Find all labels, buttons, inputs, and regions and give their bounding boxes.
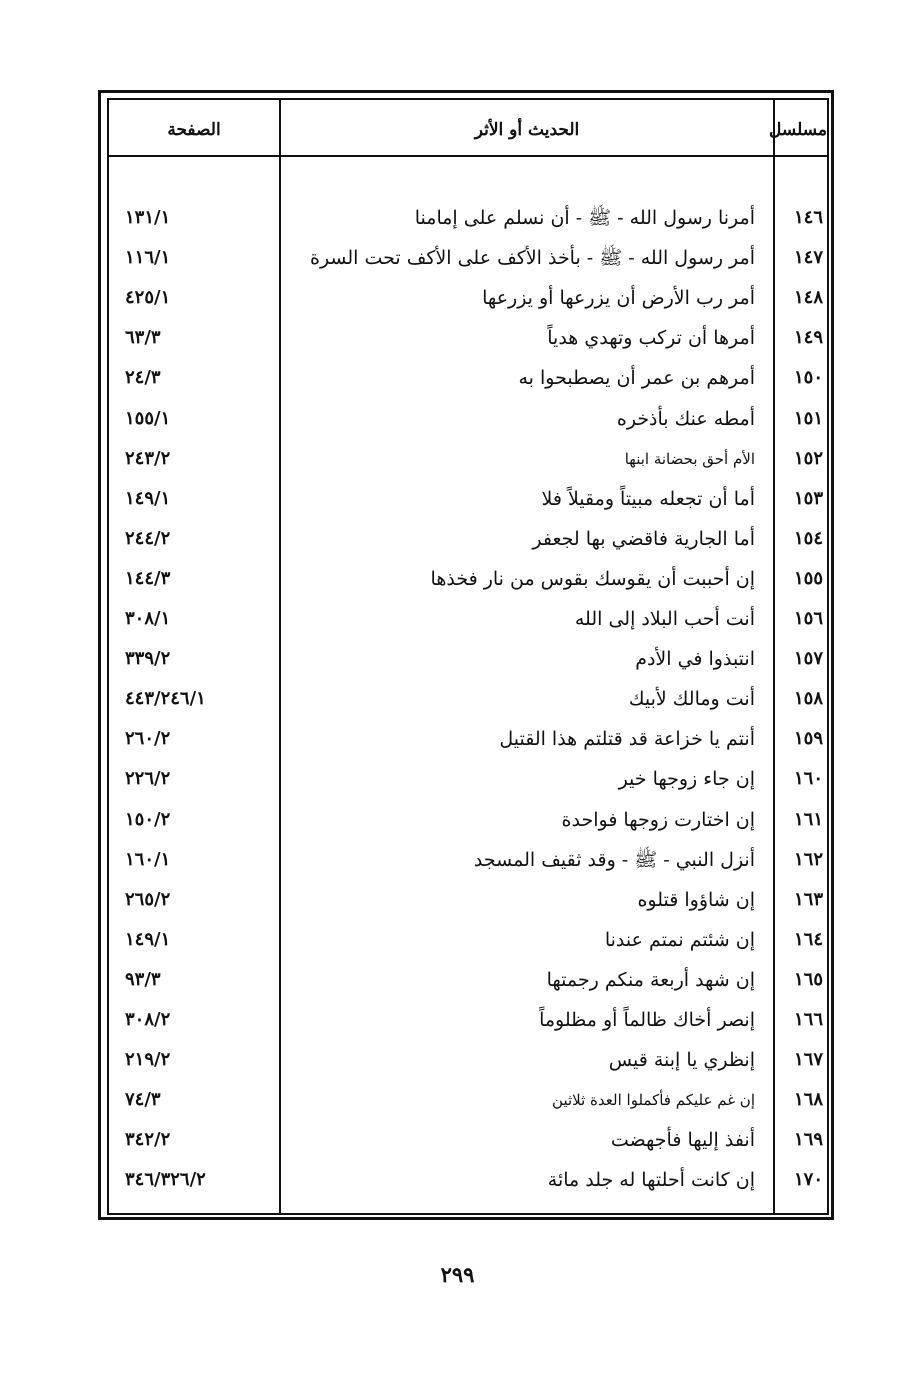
table-row (109, 399, 827, 439)
row-hadith-text: إنظري يا إبنة قيس (608, 1049, 755, 1072)
row-serial: ١٦٦ (793, 1009, 823, 1030)
table-row (109, 880, 827, 920)
row-page-ref: ٩٣/٣ (125, 968, 161, 990)
table-row (109, 1000, 827, 1040)
row-page-ref: ٢١٩/٢ (125, 1049, 171, 1071)
row-hadith-text: أما أن تجعله مبيتاً ومقيلاً فلا (541, 487, 755, 510)
row-hadith-text: أمر رب الأرض أن يزرعها أو يزرعها (482, 287, 755, 310)
row-hadith-text: أنت أحب البلاد إلى الله (574, 608, 755, 630)
row-serial: ١٦٨ (793, 1089, 823, 1111)
row-page-ref: ٤٤٣/٢٤٦/١ (125, 688, 206, 710)
row-serial: ١٦٥ (793, 968, 823, 990)
row-page-ref: ١١٦/١ (125, 247, 171, 269)
row-page-ref: ١٤٩/١ (125, 487, 171, 509)
row-hadith-text: إن جاء زوجها خير (618, 768, 755, 791)
table-row (109, 278, 827, 318)
row-serial: ١٥٧ (793, 648, 823, 670)
table-row (109, 1080, 827, 1120)
row-page-ref: ٢٤٤/٢ (125, 527, 171, 549)
row-hadith-text: إن أحببت أن يقوسك بقوس من نار فخذها (430, 567, 755, 590)
row-page-ref: ١٤٤/٣ (125, 567, 171, 589)
row-hadith-text: إن كانت أحلتها له جلد مائة (547, 1169, 755, 1192)
table-row (109, 599, 827, 639)
row-page-ref: ١٥٥/١ (125, 407, 171, 429)
row-serial: ١٤٧ (793, 247, 823, 269)
table-row (109, 639, 827, 679)
index-table (98, 90, 834, 1220)
row-serial: ١٥٤ (793, 527, 823, 549)
table-row (109, 358, 827, 398)
table-row (109, 318, 827, 358)
row-serial: ١٥٣ (793, 487, 823, 509)
table-row (109, 1160, 827, 1200)
table-row (109, 439, 827, 479)
row-serial: ١٥٩ (793, 728, 823, 750)
row-page-ref: ٢٦٠/٢ (125, 728, 171, 750)
table-row (109, 238, 827, 278)
row-page-ref: ٣٠٨/١ (125, 608, 171, 629)
row-serial: ١٦٣ (793, 888, 823, 910)
row-serial: ١٦١ (793, 808, 823, 830)
row-serial: ١٤٦ (793, 207, 823, 228)
row-page-ref: ٣٤٦/٣٢٦/٢ (125, 1169, 206, 1191)
row-hadith-text: إن غم عليكم فأكملوا العدة ثلاثين (552, 1091, 755, 1110)
row-hadith-text: إن شهد أربعة منكم رجمتها (546, 968, 755, 991)
row-serial: ١٤٨ (793, 287, 823, 309)
row-hadith-text: أما الجارية فاقضي بها لجعفر (532, 527, 755, 550)
row-page-ref: ٧٤/٣ (125, 1089, 161, 1111)
row-serial: ١٥٠ (793, 367, 823, 389)
table-row (109, 719, 827, 759)
row-serial: ١٦٩ (793, 1129, 823, 1151)
table-row (109, 800, 827, 840)
row-hadith-text: أنزل النبي - ﷺ - وقد ثقيف المسجد (473, 848, 755, 871)
table-row (109, 1040, 827, 1080)
row-serial: ١٧٠ (793, 1169, 823, 1191)
table-row (109, 759, 827, 799)
row-hadith-text: أنفذ إليها فأجهضت (610, 1129, 755, 1152)
row-page-ref: ٤٢٥/١ (125, 287, 171, 309)
row-serial: ١٥٨ (793, 688, 823, 710)
header-page: الصفحة (167, 120, 221, 140)
row-page-ref: ٣٣٩/٢ (125, 648, 171, 670)
table-row (109, 1120, 827, 1160)
row-serial: ١٥٢ (793, 447, 823, 469)
table-row (109, 840, 827, 880)
row-serial: ١٦٧ (793, 1049, 823, 1071)
row-hadith-text: إنصر أخاك ظالماً أو مظلوماً (539, 1009, 755, 1031)
table-row (109, 198, 827, 238)
row-page-ref: ١٤٩/١ (125, 928, 171, 950)
row-serial: ١٦٠ (793, 768, 823, 790)
row-hadith-text: انتبذوا في الأدم (635, 648, 755, 671)
row-hadith-text: إن شاؤوا قتلوه (637, 888, 755, 911)
row-page-ref: ٢٤٣/٢ (125, 447, 171, 469)
row-hadith-text: أمطه عنك بأذخره (616, 407, 755, 430)
row-hadith-text: إن اختارت زوجها فواحدة (561, 808, 755, 831)
table-inner-border (107, 98, 829, 1215)
table-row (109, 559, 827, 599)
row-hadith-text: أنت ومالك لأبيك (628, 688, 755, 711)
row-hadith-text: إن شئتم نمتم عندنا (604, 928, 755, 951)
header-hadith: الحديث أو الأثر (474, 120, 580, 140)
row-page-ref: ١٦٠/١ (125, 848, 171, 870)
page-number: ٢٩٩ (440, 1262, 475, 1287)
row-serial: ١٦٤ (793, 928, 823, 950)
row-page-ref: ١٣١/١ (125, 207, 171, 228)
row-page-ref: ٣٤٢/٢ (125, 1129, 171, 1151)
row-serial: ١٥٥ (793, 567, 823, 589)
table-row (109, 679, 827, 719)
row-page-ref: ٢٢٦/٢ (125, 768, 171, 790)
row-hadith-text: أمر رسول الله - ﷺ - بأخذ الأكف على الأكف تحت السرة (309, 247, 755, 270)
row-page-ref: ٦٣/٣ (125, 327, 161, 349)
row-hadith-text: الأم أحق بحضانة ابنها (624, 449, 755, 468)
table-row (109, 519, 827, 559)
header-divider (109, 155, 827, 157)
header-serial: مسلسل (769, 120, 827, 140)
row-page-ref: ٢٤/٣ (125, 367, 161, 389)
row-serial: ١٦٢ (793, 848, 823, 870)
row-page-ref: ٣٠٨/٢ (125, 1009, 171, 1030)
row-hadith-text: أمرها أن تركب وتهدي هدياً (547, 327, 755, 350)
row-serial: ١٤٩ (793, 327, 823, 349)
row-page-ref: ٢٦٥/٢ (125, 888, 171, 910)
row-hadith-text: أنتم يا خزاعة قد قتلتم هذا القتيل (499, 728, 755, 751)
table-row (109, 479, 827, 519)
row-serial: ١٥١ (793, 407, 823, 429)
row-hadith-text: أمرنا رسول الله - ﷺ - أن نسلم على إمامنا (414, 207, 755, 229)
table-row (109, 960, 827, 1000)
row-page-ref: ١٥٠/٢ (125, 808, 171, 830)
table-row (109, 920, 827, 960)
row-serial: ١٥٦ (793, 608, 823, 629)
row-hadith-text: أمرهم بن عمر أن يصطبحوا به (518, 367, 755, 390)
